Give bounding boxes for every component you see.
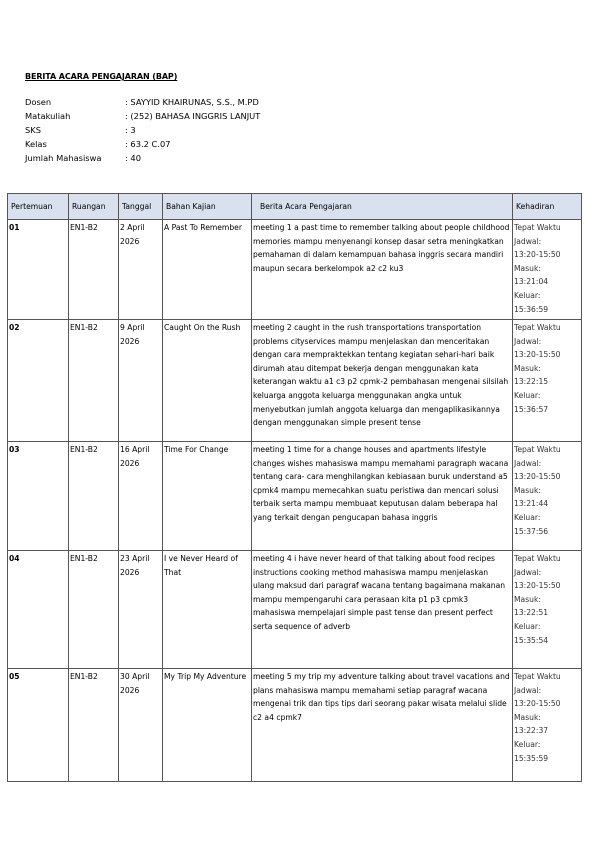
info-label: SKS bbox=[25, 125, 41, 135]
attendance-in-label: Masuk: bbox=[514, 712, 541, 722]
cell-bahan-kajian: I ve Never Heard of That bbox=[163, 551, 252, 669]
info-value: : SAYYID KHAIRUNAS, S.S., M.PD bbox=[125, 97, 259, 107]
attendance-in-label: Masuk: bbox=[514, 485, 541, 495]
table-row bbox=[8, 551, 582, 669]
cell-pertemuan: 01 bbox=[8, 220, 69, 320]
cell-ruangan: EN1-B2 bbox=[69, 669, 119, 782]
cell-kehadiran bbox=[513, 551, 582, 669]
cell-pertemuan: 05 bbox=[8, 669, 69, 782]
table-row bbox=[8, 669, 582, 782]
attendance-out-label: Keluar: bbox=[514, 390, 541, 400]
attendance-schedule-label: Jadwal: bbox=[514, 685, 542, 695]
attendance-in-time: 13:21:04 bbox=[514, 277, 549, 287]
cell-tanggal: 2 April 2026 bbox=[119, 220, 163, 320]
attendance-in-time: 13:22:37 bbox=[514, 726, 549, 736]
table-header-row bbox=[8, 194, 582, 220]
attendance-schedule: 13:20-15:50 bbox=[514, 699, 561, 709]
attendance-out-label: Keluar: bbox=[514, 512, 541, 522]
cell-berita-acara: meeting 5 my trip my adventure talking about travel vacations and plans mahasiswa mampu memahami setiap paragraf wacana mengenai trik dan tips tips dari seorang pakar wisata melalui slide c2 a4 cpmk7 bbox=[252, 669, 513, 782]
attendance-status: Tepat Waktu bbox=[514, 223, 561, 232]
cell-ruangan: EN1-B2 bbox=[69, 551, 119, 669]
attendance-in-label: Masuk: bbox=[514, 363, 541, 373]
attendance-in-label: Masuk: bbox=[514, 594, 541, 604]
attendance-schedule-label: Jadwal: bbox=[514, 236, 542, 246]
header-ruangan: Ruangan bbox=[69, 194, 119, 220]
info-label: Dosen bbox=[25, 97, 52, 107]
cell-pertemuan: 02 bbox=[8, 320, 69, 442]
info-value: : 63.2 C.07 bbox=[125, 139, 171, 149]
attendance-status: Tepat Waktu bbox=[514, 672, 561, 681]
info-value: : 3 bbox=[125, 125, 136, 135]
header-berita-acara: Berita Acara Pengajaran bbox=[252, 194, 513, 220]
cell-kehadiran bbox=[513, 220, 582, 320]
cell-tanggal: 23 April 2026 bbox=[119, 551, 163, 669]
cell-ruangan: EN1-B2 bbox=[69, 220, 119, 320]
table-row bbox=[8, 320, 582, 442]
attendance-schedule: 13:20-15:50 bbox=[514, 350, 561, 360]
info-label: Kelas bbox=[25, 139, 47, 149]
cell-ruangan: EN1-B2 bbox=[69, 320, 119, 442]
header-pertemuan: Pertemuan bbox=[8, 194, 69, 220]
attendance-status: Tepat Waktu bbox=[514, 445, 561, 454]
attendance-out-time: 15:35:54 bbox=[514, 635, 549, 645]
attendance-schedule: 13:20-15:50 bbox=[514, 472, 561, 482]
attendance-in-time: 13:22:51 bbox=[514, 608, 549, 618]
attendance-schedule-label: Jadwal: bbox=[514, 336, 542, 346]
cell-tanggal: 9 April 2026 bbox=[119, 320, 163, 442]
cell-kehadiran bbox=[513, 669, 582, 782]
attendance-schedule: 13:20-15:50 bbox=[514, 250, 561, 260]
cell-berita-acara: meeting 4 i have never heard of that talking about food recipes instructions cooking method mahasiswa mampu menjelaskan ulang maksud dari paragraf wacana tentang bagaimana makanan mampu mempengaruhi cara perasaan kita p1 p3 cpmk3 mahasiswa mempelajari simple past tense dan present perfect serta sequence of adverb bbox=[252, 551, 513, 669]
cell-pertemuan: 04 bbox=[8, 551, 69, 669]
attendance-in-label: Masuk: bbox=[514, 263, 541, 273]
cell-bahan-kajian: Time For Change bbox=[163, 442, 252, 551]
cell-kehadiran bbox=[513, 320, 582, 442]
document-title: BERITA ACARA PENGAJARAN (BAP) bbox=[25, 72, 178, 81]
cell-kehadiran bbox=[513, 442, 582, 551]
attendance-in-time: 13:22:15 bbox=[514, 377, 549, 387]
attendance-out-time: 15:36:59 bbox=[514, 304, 549, 314]
header-bahan-kajian: Bahan Kajian bbox=[163, 194, 252, 220]
table-row bbox=[8, 220, 582, 320]
cell-berita-acara: meeting 1 a past time to remember talking about people childhood memories mampu menyenangi konsep dasar setra meningkatkan pemahaman di dalam kemampuan bahasa inggris secara mandiri maupun secara berkelompok a2 c2 ku3 bbox=[252, 220, 513, 320]
cell-ruangan: EN1-B2 bbox=[69, 442, 119, 551]
attendance-schedule: 13:20-15:50 bbox=[514, 581, 561, 591]
info-value: : 40 bbox=[125, 153, 141, 163]
attendance-status: Tepat Waktu bbox=[514, 554, 561, 563]
attendance-out-time: 15:35:59 bbox=[514, 753, 549, 763]
attendance-status: Tepat Waktu bbox=[514, 323, 561, 332]
info-label: Matakuliah bbox=[25, 111, 71, 121]
cell-berita-acara: meeting 2 caught in the rush transportations transportation problems cityservices mampu menjelaskan dan menceritakan dengan cara mempraktekkan tentang kegiatan sehari-hari baik dirumah atau ditempat bekerja dengan menggunakan kata keterangan waktu a1 c3 p2 cpmk-2 pembahasan mengenai silsilah keluarga anggota keluarga menggunakan angka untuk menyebutkan jumlah anggota keluarga dan mengaplikasikannya dengan menggunakan simple present tense bbox=[252, 320, 513, 442]
attendance-out-label: Keluar: bbox=[514, 621, 541, 631]
attendance-out-time: 15:36:57 bbox=[514, 404, 549, 414]
attendance-in-time: 13:21:44 bbox=[514, 499, 549, 509]
attendance-schedule-label: Jadwal: bbox=[514, 458, 542, 468]
cell-bahan-kajian: Caught On the Rush bbox=[163, 320, 252, 442]
cell-berita-acara: meeting 1 time for a change houses and apartments lifestyle changes wishes mahasiswa mampu memahami paragraph wacana tentang cara- cara menghilangkan kebiasaan buruk understand a5 cpmk4 mampu memecahkan suatu peristiwa dan mencari solusi terbaik serta mampu membuaat keputusan dalam beberapa hal yang terkait dengan pengucapan bahasa inggris bbox=[252, 442, 513, 551]
cell-pertemuan: 03 bbox=[8, 442, 69, 551]
cell-tanggal: 30 April 2026 bbox=[119, 669, 163, 782]
attendance-out-label: Keluar: bbox=[514, 739, 541, 749]
attendance-out-label: Keluar: bbox=[514, 290, 541, 300]
info-label: Jumlah Mahasiswa bbox=[25, 153, 102, 163]
cell-bahan-kajian: My Trip My Adventure bbox=[163, 669, 252, 782]
attendance-out-time: 15:37:56 bbox=[514, 526, 549, 536]
cell-tanggal: 16 April 2026 bbox=[119, 442, 163, 551]
cell-bahan-kajian: A Past To Remember bbox=[163, 220, 252, 320]
table-row bbox=[8, 442, 582, 551]
bap-table bbox=[7, 193, 582, 782]
attendance-schedule-label: Jadwal: bbox=[514, 567, 542, 577]
header-tanggal: Tanggal bbox=[119, 194, 163, 220]
info-value: : (252) BAHASA INGGRIS LANJUT bbox=[125, 111, 261, 121]
header-kehadiran: Kehadiran bbox=[513, 194, 582, 220]
